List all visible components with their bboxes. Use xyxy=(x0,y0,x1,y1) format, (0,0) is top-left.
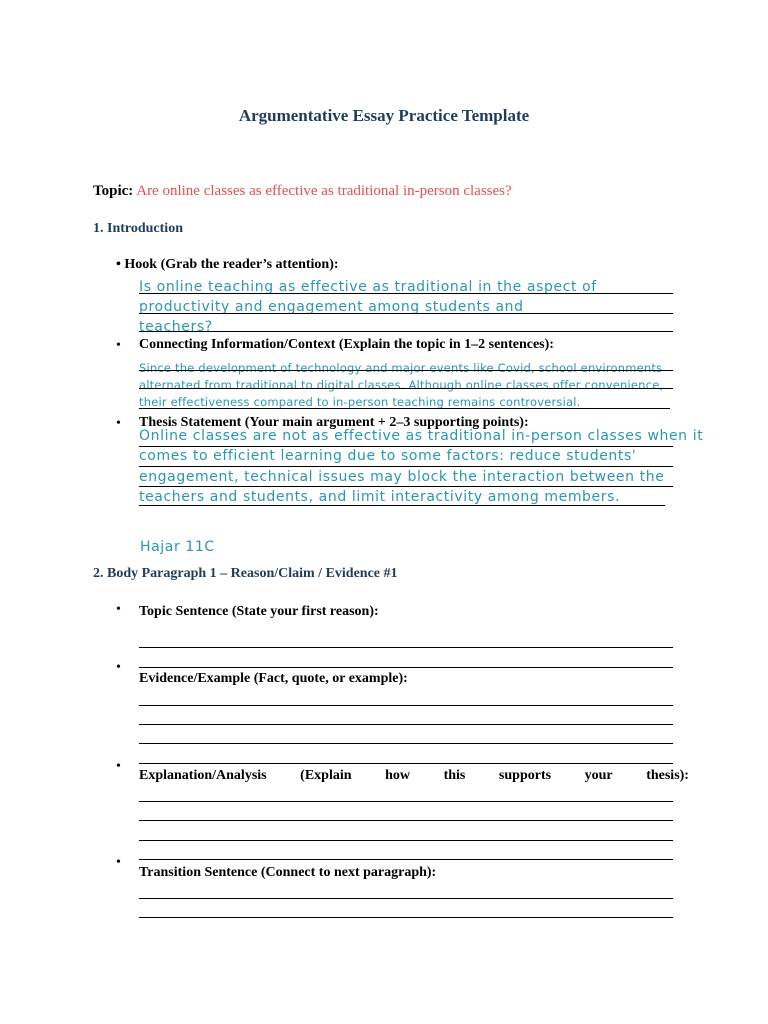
section-body-paragraph-1: 2. Body Paragraph 1 – Reason/Claim / Evidence #1 xyxy=(93,566,398,581)
answer-line xyxy=(139,466,673,467)
answer-line xyxy=(139,743,673,744)
bullet: • xyxy=(116,660,121,675)
thesis-answer-line-4: teachers and students, and limit interactivity among members. xyxy=(139,489,621,505)
context-label: Connecting Information/Context (Explain the topic in 1–2 sentences): xyxy=(139,337,554,352)
answer-line xyxy=(139,408,670,409)
bullet: • xyxy=(116,759,121,774)
answer-line xyxy=(139,763,673,764)
evidence-label: Evidence/Example (Fact, quote, or example): xyxy=(139,671,408,686)
answer-line xyxy=(139,705,673,706)
bullet: • xyxy=(116,257,121,272)
hook-prompt xyxy=(116,257,339,273)
explanation-word: this xyxy=(443,768,466,783)
thesis-label: Thesis Statement (Your main argument + 2–3 supporting points): xyxy=(139,415,529,430)
hook-label: Hook (Grab the reader’s attention): xyxy=(124,257,339,272)
answer-line xyxy=(139,801,673,802)
topic-sentence-label: Topic Sentence (State your first reason): xyxy=(139,604,379,619)
explanation-word: supports xyxy=(498,768,552,783)
explanation-word: (Explain xyxy=(300,768,352,783)
topic-label: Topic: xyxy=(93,183,134,199)
hook-answer-line-2: productivity and engagement among students and xyxy=(139,299,524,315)
answer-line xyxy=(139,917,673,918)
answer-line xyxy=(139,840,673,841)
answer-line xyxy=(139,505,665,506)
answer-line xyxy=(139,724,673,725)
thesis-answer-line-1: Online classes are not as effective as traditional in-person classes when it xyxy=(139,428,704,444)
explanation-word: Explanation/Analysis xyxy=(139,768,267,783)
explanation-word: how xyxy=(385,768,410,783)
answer-line xyxy=(139,647,673,648)
student-signature: Hajar 11C xyxy=(140,539,215,555)
explanation-label xyxy=(139,768,689,784)
answer-line xyxy=(139,331,673,332)
answer-line xyxy=(139,446,673,447)
answer-line xyxy=(139,293,673,294)
topic-question: Are online classes as effective as traditional in-person classes? xyxy=(136,183,512,199)
page-title: Argumentative Essay Practice Template xyxy=(238,106,530,125)
answer-line xyxy=(139,370,673,371)
hook-answer-line-1: Is online teaching as effective as traditional in the aspect of xyxy=(139,279,597,295)
bullet: • xyxy=(116,602,121,617)
thesis-answer-line-3: engagement, technical issues may block the interaction between the xyxy=(139,469,665,485)
bullet: • xyxy=(116,855,121,870)
answer-line xyxy=(139,313,673,314)
answer-line xyxy=(139,820,673,821)
explanation-word: thesis): xyxy=(646,768,689,783)
context-answer-line-1: Since the development of technology and major events like Covid, school environments xyxy=(139,361,663,375)
answer-line xyxy=(139,388,673,389)
topic-line xyxy=(93,183,512,200)
transition-sentence-label: Transition Sentence (Connect to next paragraph): xyxy=(139,865,437,880)
bullet: • xyxy=(116,338,121,353)
explanation-word: your xyxy=(584,768,613,783)
answer-line xyxy=(139,486,673,487)
answer-line xyxy=(139,898,673,899)
context-answer-line-2: alternated from traditional to digital classes. Although online classes offer convenience, xyxy=(139,378,664,392)
answer-line xyxy=(139,667,673,668)
hook-answer-line-3: teachers? xyxy=(139,319,213,335)
thesis-answer-line-2: comes to efficient learning due to some factors: reduce students' xyxy=(139,448,637,464)
answer-line xyxy=(139,859,673,860)
bullet: • xyxy=(116,416,121,431)
section-introduction: 1. Introduction xyxy=(93,221,183,236)
context-answer-line-3: their effectiveness compared to in-person teaching remains controversial. xyxy=(139,395,581,409)
